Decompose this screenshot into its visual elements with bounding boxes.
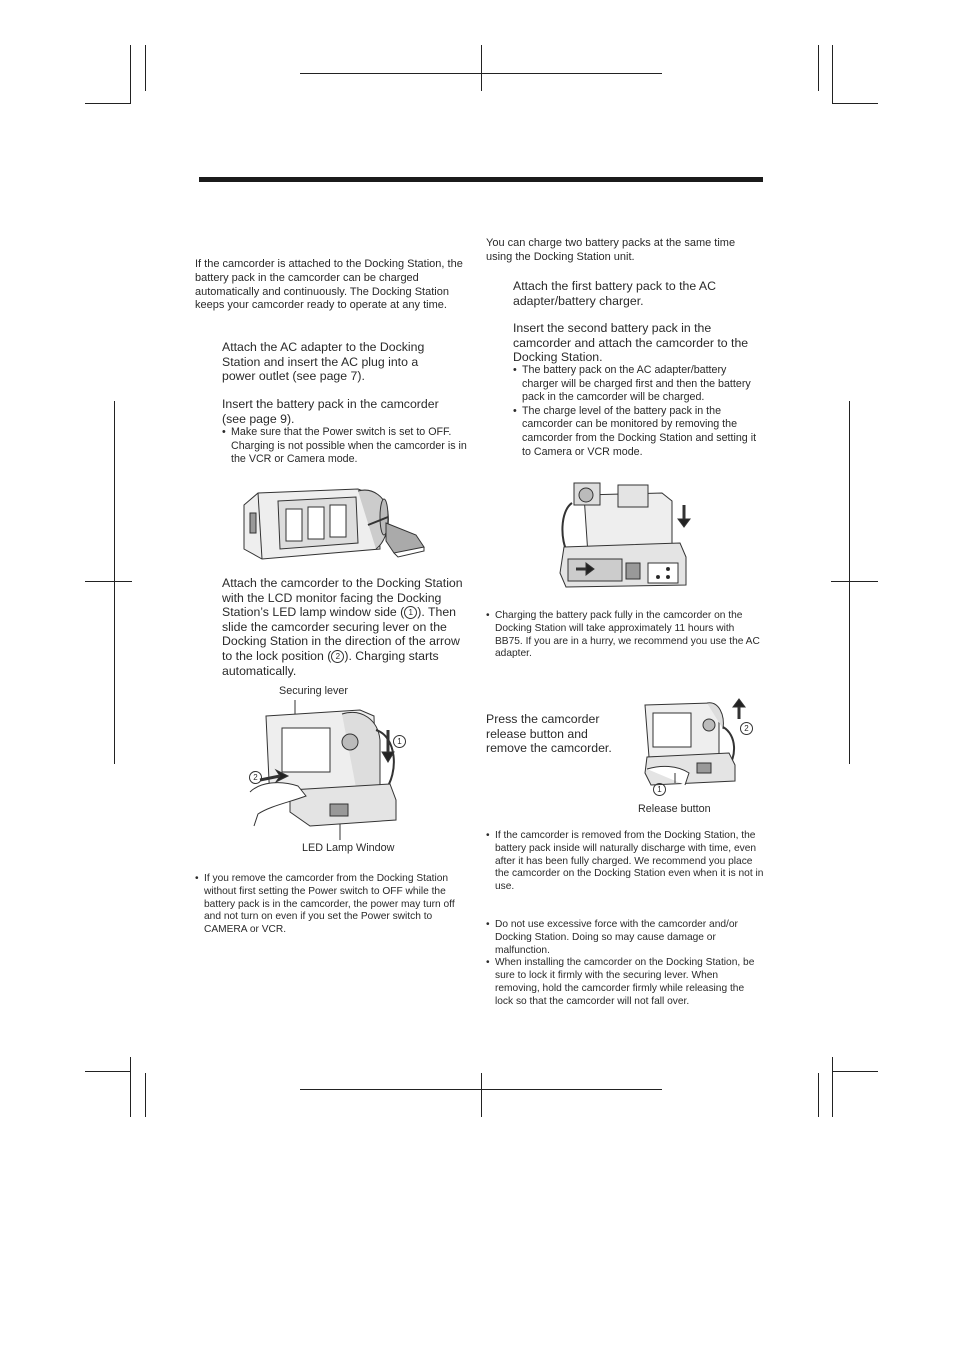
step-3-text-a: Attach the camcorder to the Docking Station with the LCD monitor facing the Docking Station’s LED lamp window side ( bbox=[222, 576, 463, 620]
right-remove-note bbox=[486, 830, 764, 894]
right-marker-1-circle: 1 bbox=[653, 783, 666, 796]
bullet-item: • When installing the camcorder on the Docking Station, be sure to lock it firmly with the securing lever. When removing, hold the camcorder firmly while releasing the lock so that the camcorder will not fall over. bbox=[486, 957, 758, 1008]
docking-attach-illustration bbox=[250, 700, 415, 835]
right-step-2: Insert the second battery pack in the camcorder and attach the camcorder to the Docking Station. bbox=[513, 321, 749, 365]
left-note bbox=[195, 873, 465, 937]
step-3-text-b: ). Then slide the camcorder securing lever on the Docking Station in the direction of the arrow to the lock position ( bbox=[222, 605, 460, 663]
dual-charging-illustration bbox=[554, 481, 688, 589]
left-step-1: Attach the AC adapter to the Docking Station and insert the AC plug into a power outlet (see page 7). bbox=[222, 340, 425, 384]
marker-1: 1 bbox=[404, 606, 417, 619]
right-step-1: Attach the first battery pack to the AC adapter/battery charger. bbox=[513, 279, 717, 308]
step-3-text-c: ). Charging starts automatically. bbox=[222, 648, 439, 678]
left-step-2-bullets bbox=[222, 426, 467, 467]
left-intro: If the camcorder is attached to the Docking Station, the battery pack in the camcorder can be charged automatically and continuously. The Docking Station keeps your camcorder ready to operate at any time. bbox=[195, 258, 463, 312]
bullet-item: • Do not use excessive force with the camcorder and/or Docking Station. Doing so may cause damage or malfunction. bbox=[486, 919, 758, 957]
label-led-lamp-window: LED Lamp Window bbox=[302, 842, 395, 854]
right-marker-2-circle: 2 bbox=[740, 722, 753, 735]
bullet-item: • Charging the battery pack fully in the camcorder on the Docking Station will take approximately 11 hours with BB75. If you are in a hurry, we recommend you use the AC adapter. bbox=[486, 610, 761, 661]
left-step-3 bbox=[222, 576, 467, 678]
right-intro: You can charge two battery packs at the same time using the Docking Station unit. bbox=[486, 237, 736, 263]
marker-2-circle: 2 bbox=[249, 771, 262, 784]
bullet-item: • The charge level of the battery pack in the camcorder can be monitored by removing the camcorder from the Docking Station and setting it to Camera or VCR mode. bbox=[513, 405, 763, 459]
header-rule bbox=[199, 177, 763, 182]
bullet-item: • Make sure that the Power switch is set to OFF. Charging is not possible when the camcorder is in the VCR or Camera mode. bbox=[222, 426, 467, 467]
label-securing-lever: Securing lever bbox=[279, 685, 349, 697]
marker-1-circle: 1 bbox=[393, 735, 406, 748]
right-step-2-bullets bbox=[513, 364, 763, 459]
bullet-item: • The battery pack on the AC adapter/battery charger will be charged first and then the battery pack in the camcorder will be charged. bbox=[513, 364, 763, 405]
right-cautions bbox=[486, 919, 758, 1009]
camcorder-battery-illustration bbox=[238, 483, 428, 563]
right-remove-text: Press the camcorder release button and remove the camcorder. bbox=[486, 712, 612, 756]
bullet-item: • If the camcorder is removed from the Docking Station, the battery pack inside will naturally discharge with time, even after it has been fully charged. We recommend you place the camcorder on the Docking Station even when it is not in use. bbox=[486, 830, 764, 894]
left-step-2: Insert the battery pack in the camcorder (see page 9). bbox=[222, 397, 439, 426]
right-charge-note bbox=[486, 610, 761, 661]
bullet-item: • If you remove the camcorder from the Docking Station without first setting the Power switch to OFF while the battery pack is in the camcorder, the power may turn off and not turn on even if you set the Power switch to CAMERA or VCR. bbox=[195, 873, 465, 937]
label-release-button: Release button bbox=[638, 803, 711, 815]
marker-2: 2 bbox=[331, 650, 344, 663]
